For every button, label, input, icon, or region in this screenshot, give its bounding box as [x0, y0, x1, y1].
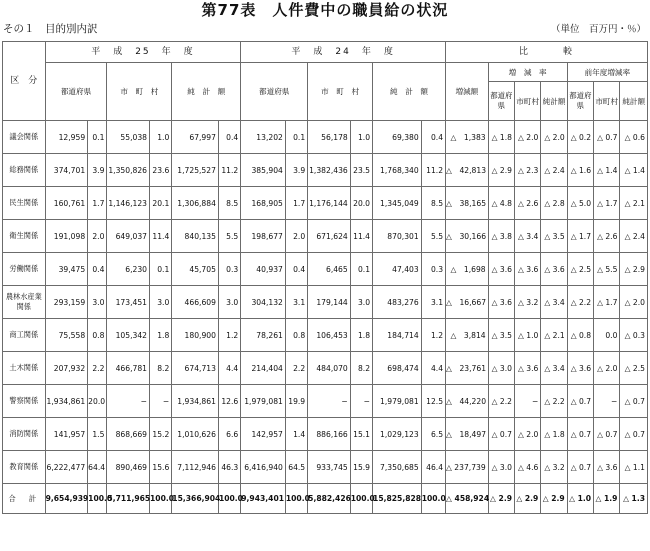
table-cell: −: [308, 385, 351, 418]
table-cell: △ 3.2: [541, 451, 567, 484]
category-header: 区 分: [3, 42, 46, 121]
table-cell: △ 2.0: [541, 121, 567, 154]
table-cell: △ 2.0: [620, 286, 648, 319]
table-cell: 1,382,436: [308, 154, 351, 187]
table-cell: △ 2.9: [488, 154, 514, 187]
row-category: 総務関係: [3, 154, 46, 187]
table-cell: 5,711,965: [107, 484, 150, 514]
h25-group-header: 平 成 25 年 度: [45, 42, 241, 63]
table-cell: 7,112,946: [172, 451, 219, 484]
table-cell: △ 0.7: [488, 418, 514, 451]
table-cell: 78,261: [241, 319, 286, 352]
table-cell: 1,768,340: [373, 154, 422, 187]
table-cell: 671,624: [308, 220, 351, 253]
table-cell: △ 458,924: [446, 484, 489, 514]
h25-pref-header: 都道府県: [45, 63, 107, 121]
table-cell: 39,475: [45, 253, 88, 286]
row-category: 民生関係: [3, 187, 46, 220]
table-cell: 20.0: [88, 385, 107, 418]
table-cell: 20.0: [350, 187, 372, 220]
table-cell: △ 2.0: [514, 418, 540, 451]
row-category: 衛生関係: [3, 220, 46, 253]
table-cell: 75,558: [45, 319, 88, 352]
row-category: 商工関係: [3, 319, 46, 352]
table-cell: △ 42,813: [446, 154, 489, 187]
table-cell: 5.5: [421, 220, 445, 253]
table-cell: 64.4: [88, 451, 107, 484]
table-cell: 45,705: [172, 253, 219, 286]
table-cell: 1,306,884: [172, 187, 219, 220]
h24-muni-header: 市 町 村: [308, 63, 373, 121]
table-cell: △ 2.9: [620, 253, 648, 286]
table-cell: 11.4: [150, 220, 172, 253]
table-cell: 0.1: [88, 121, 107, 154]
table-cell: 13,202: [241, 121, 286, 154]
table-cell: 9,943,401: [241, 484, 286, 514]
table-cell: 1.8: [350, 319, 372, 352]
table-cell: △ 2.4: [541, 154, 567, 187]
table-cell: 64.5: [285, 451, 307, 484]
table-cell: 466,781: [107, 352, 150, 385]
table-cell: 293,159: [45, 286, 88, 319]
table-cell: 100.0: [88, 484, 107, 514]
table-cell: △ 5.0: [567, 187, 593, 220]
h24-net-header: 純 計 額: [373, 63, 446, 121]
table-cell: 1,934,861: [172, 385, 219, 418]
table-cell: △ 0.7: [567, 418, 593, 451]
table-cell: 214,404: [241, 352, 286, 385]
table-row: [3, 385, 648, 418]
table-cell: 11.2: [218, 154, 240, 187]
row-category: 労働関係: [3, 253, 46, 286]
table-cell: 3.0: [350, 286, 372, 319]
table-cell: △ 2.8: [541, 187, 567, 220]
table-cell: 9,654,939: [45, 484, 88, 514]
table-cell: −: [107, 385, 150, 418]
table-cell: 15.9: [350, 451, 372, 484]
table-cell: △ 3,814: [446, 319, 489, 352]
table-subtitle: その１ 目的別内訳: [3, 23, 98, 35]
table-cell: △ 2.5: [620, 352, 648, 385]
table-cell: 15,366,904: [172, 484, 219, 514]
table-cell: 304,132: [241, 286, 286, 319]
table-cell: 12.6: [218, 385, 240, 418]
table-cell: 105,342: [107, 319, 150, 352]
table-cell: △ 0.7: [620, 418, 648, 451]
table-row: [3, 451, 648, 484]
table-cell: 385,904: [241, 154, 286, 187]
table-cell: 6,222,477: [45, 451, 88, 484]
table-cell: 19.9: [285, 385, 307, 418]
table-cell: △ 1.8: [488, 121, 514, 154]
table-cell: 100.0: [150, 484, 172, 514]
table-cell: △ 3.6: [541, 253, 567, 286]
table-cell: △ 2.6: [594, 220, 620, 253]
table-cell: 23.5: [350, 154, 372, 187]
table-cell: △ 2.6: [514, 187, 540, 220]
table-cell: △ 4.6: [514, 451, 540, 484]
table-cell: △ 3.0: [488, 352, 514, 385]
table-row: [3, 484, 648, 514]
table-cell: 100.0: [421, 484, 445, 514]
table-cell: 1.7: [285, 187, 307, 220]
table-cell: △ 3.5: [488, 319, 514, 352]
table-cell: 3.9: [88, 154, 107, 187]
table-cell: 0.1: [350, 253, 372, 286]
rate-muni-header: 市町村: [514, 82, 540, 121]
table-cell: 484,070: [308, 352, 351, 385]
table-cell: 207,932: [45, 352, 88, 385]
h25-muni-header: 市 町 村: [107, 63, 172, 121]
table-cell: 11.4: [350, 220, 372, 253]
table-cell: 698,474: [373, 352, 422, 385]
table-cell: 1.2: [421, 319, 445, 352]
table-cell: 6.5: [421, 418, 445, 451]
table-cell: 23.6: [150, 154, 172, 187]
table-cell: △ 1,698: [446, 253, 489, 286]
table-cell: 191,098: [45, 220, 88, 253]
table-cell: △ 2.9: [541, 484, 567, 514]
row-category: 消防関係: [3, 418, 46, 451]
table-cell: 1.7: [88, 187, 107, 220]
table-cell: −: [150, 385, 172, 418]
table-cell: 11.2: [421, 154, 445, 187]
table-cell: 3.0: [88, 286, 107, 319]
salary-table: [2, 41, 648, 514]
table-cell: 0.4: [285, 253, 307, 286]
table-cell: △ 1.7: [567, 220, 593, 253]
table-cell: 3.0: [150, 286, 172, 319]
table-cell: △ 30,166: [446, 220, 489, 253]
table-cell: △ 0.7: [567, 385, 593, 418]
table-cell: △ 1.0: [567, 484, 593, 514]
table-cell: 2.2: [88, 352, 107, 385]
table-cell: 4.4: [421, 352, 445, 385]
table-cell: 100.0: [285, 484, 307, 514]
table-cell: 0.8: [88, 319, 107, 352]
table-cell: △ 2.5: [567, 253, 593, 286]
table-cell: 15.2: [150, 418, 172, 451]
table-cell: △ 1.4: [594, 154, 620, 187]
prev-rate-net-header: 純計額: [620, 82, 648, 121]
table-cell: 374,701: [45, 154, 88, 187]
table-cell: 0.1: [150, 253, 172, 286]
table-cell: △ 0.7: [620, 385, 648, 418]
table-cell: 141,957: [45, 418, 88, 451]
table-cell: △ 44,220: [446, 385, 489, 418]
table-cell: △ 1.1: [620, 451, 648, 484]
table-cell: 1,934,861: [45, 385, 88, 418]
h24-pref-header: 都道府県: [241, 63, 308, 121]
table-cell: 1.2: [218, 319, 240, 352]
table-cell: 198,677: [241, 220, 286, 253]
table-cell: 1,010,626: [172, 418, 219, 451]
table-cell: △ 1.3: [620, 484, 648, 514]
table-cell: 4.4: [218, 352, 240, 385]
table-cell: △ 2.0: [594, 352, 620, 385]
table-cell: 179,144: [308, 286, 351, 319]
table-cell: △ 3.6: [488, 253, 514, 286]
row-category: 農林水産業関係: [3, 286, 46, 319]
table-cell: 0.0: [594, 319, 620, 352]
table-cell: △ 1.4: [620, 154, 648, 187]
row-category: 土木関係: [3, 352, 46, 385]
table-cell: △ 1.6: [567, 154, 593, 187]
table-cell: 1,176,144: [308, 187, 351, 220]
table-cell: △ 2.9: [514, 484, 540, 514]
table-cell: 160,761: [45, 187, 88, 220]
table-cell: 184,714: [373, 319, 422, 352]
table-cell: 0.3: [218, 253, 240, 286]
table-cell: △ 3.4: [541, 286, 567, 319]
table-cell: 2.0: [88, 220, 107, 253]
table-cell: 173,451: [107, 286, 150, 319]
table-cell: 12.5: [421, 385, 445, 418]
table-cell: △ 3.6: [514, 253, 540, 286]
rate-net-header: 純計額: [541, 82, 567, 121]
table-cell: △ 4.8: [488, 187, 514, 220]
table-cell: △ 2.1: [620, 187, 648, 220]
table-cell: △ 2.4: [620, 220, 648, 253]
table-cell: 483,276: [373, 286, 422, 319]
table-cell: 2.0: [285, 220, 307, 253]
table-cell: △ 2.9: [488, 484, 514, 514]
table-cell: 15,825,828: [373, 484, 422, 514]
table-cell: △ 0.7: [567, 451, 593, 484]
table-cell: 870,301: [373, 220, 422, 253]
table-row: [3, 220, 648, 253]
prev-rate-header: 前年度増減率: [567, 63, 647, 82]
unit-note: （単位 百万円・％）: [550, 24, 646, 35]
table-cell: 0.4: [88, 253, 107, 286]
table-cell: △ 5.5: [594, 253, 620, 286]
table-cell: △ 3.2: [514, 286, 540, 319]
table-row: [3, 121, 648, 154]
table-cell: 6,465: [308, 253, 351, 286]
table-row: [3, 187, 648, 220]
table-cell: 7,350,685: [373, 451, 422, 484]
table-cell: 8.5: [218, 187, 240, 220]
diff-header: 増減額: [446, 63, 489, 121]
table-cell: 1,146,123: [107, 187, 150, 220]
table-cell: 20.1: [150, 187, 172, 220]
table-row: [3, 154, 648, 187]
table-cell: △ 3.8: [488, 220, 514, 253]
table-cell: −: [350, 385, 372, 418]
table-cell: △ 3.5: [541, 220, 567, 253]
h24-group-header: 平 成 24 年 度: [241, 42, 446, 63]
table-cell: 55,038: [107, 121, 150, 154]
table-cell: 3.9: [285, 154, 307, 187]
table-cell: −: [514, 385, 540, 418]
table-cell: 6,416,940: [241, 451, 286, 484]
table-cell: 0.8: [285, 319, 307, 352]
prev-rate-pref-header: 都道府県: [567, 82, 593, 121]
table-cell: 100.0: [218, 484, 240, 514]
table-cell: 180,900: [172, 319, 219, 352]
table-cell: 1,725,527: [172, 154, 219, 187]
table-cell: △ 16,667: [446, 286, 489, 319]
table-cell: 0.1: [285, 121, 307, 154]
table-cell: 8.2: [350, 352, 372, 385]
table-cell: △ 3.6: [594, 451, 620, 484]
table-cell: 1.5: [88, 418, 107, 451]
table-cell: 3.1: [421, 286, 445, 319]
table-cell: △ 237,739: [446, 451, 489, 484]
table-cell: 5,882,426: [308, 484, 351, 514]
table-cell: 8.2: [150, 352, 172, 385]
table-cell: 840,135: [172, 220, 219, 253]
row-category: 教育関係: [3, 451, 46, 484]
table-cell: 12,959: [45, 121, 88, 154]
h25-net-header: 純 計 額: [172, 63, 241, 121]
rate-header: 増 減 率: [488, 63, 567, 82]
table-cell: 46.3: [218, 451, 240, 484]
table-cell: △ 18,497: [446, 418, 489, 451]
row-category: 議会関係: [3, 121, 46, 154]
table-cell: △ 0.8: [567, 319, 593, 352]
table-cell: △ 1.7: [594, 187, 620, 220]
table-cell: 1,979,081: [241, 385, 286, 418]
table-cell: −: [594, 385, 620, 418]
table-cell: 8.5: [421, 187, 445, 220]
table-cell: 1.0: [150, 121, 172, 154]
table-cell: △ 0.7: [594, 418, 620, 451]
table-cell: 106,453: [308, 319, 351, 352]
row-category: 合 計: [3, 484, 46, 514]
table-cell: △ 2.2: [567, 286, 593, 319]
table-cell: 674,713: [172, 352, 219, 385]
table-cell: △ 3.6: [488, 286, 514, 319]
rate-pref-header: 都道府県: [488, 82, 514, 121]
table-cell: △ 3.6: [514, 352, 540, 385]
table-row: [3, 352, 648, 385]
table-row: [3, 319, 648, 352]
compare-group-header: 比 較: [446, 42, 648, 63]
table-cell: 40,937: [241, 253, 286, 286]
table-cell: △ 1.8: [541, 418, 567, 451]
table-cell: 56,178: [308, 121, 351, 154]
table-cell: 100.0: [350, 484, 372, 514]
table-cell: 868,669: [107, 418, 150, 451]
table-cell: 649,037: [107, 220, 150, 253]
table-cell: 1,029,123: [373, 418, 422, 451]
table-cell: △ 0.2: [567, 121, 593, 154]
table-cell: △ 0.6: [620, 121, 648, 154]
table-cell: △ 2.1: [541, 319, 567, 352]
table-cell: 3.0: [218, 286, 240, 319]
table-cell: 886,166: [308, 418, 351, 451]
table-cell: △ 1,383: [446, 121, 489, 154]
table-cell: 0.3: [421, 253, 445, 286]
table-cell: 2.2: [285, 352, 307, 385]
table-cell: 1,979,081: [373, 385, 422, 418]
table-cell: 1.4: [285, 418, 307, 451]
table-cell: △ 2.2: [541, 385, 567, 418]
table-cell: △ 2.2: [488, 385, 514, 418]
table-cell: △ 3.0: [488, 451, 514, 484]
table-cell: △ 2.3: [514, 154, 540, 187]
table-cell: 15.6: [150, 451, 172, 484]
table-cell: △ 1.7: [594, 286, 620, 319]
table-cell: 1,345,049: [373, 187, 422, 220]
table-cell: 3.1: [285, 286, 307, 319]
table-cell: △ 1.0: [514, 319, 540, 352]
table-cell: △ 1.9: [594, 484, 620, 514]
table-cell: 933,745: [308, 451, 351, 484]
table-cell: 5.5: [218, 220, 240, 253]
prev-rate-muni-header: 市町村: [594, 82, 620, 121]
table-cell: 1.8: [150, 319, 172, 352]
table-row: [3, 286, 648, 319]
table-cell: 67,997: [172, 121, 219, 154]
table-cell: △ 0.3: [620, 319, 648, 352]
table-cell: △ 38,165: [446, 187, 489, 220]
table-cell: 890,469: [107, 451, 150, 484]
table-row: [3, 418, 648, 451]
row-category: 警察関係: [3, 385, 46, 418]
table-cell: △ 3.4: [541, 352, 567, 385]
table-cell: 6.6: [218, 418, 240, 451]
table-cell: 0.4: [218, 121, 240, 154]
table-cell: 15.1: [350, 418, 372, 451]
table-cell: 1.0: [350, 121, 372, 154]
table-cell: 0.4: [421, 121, 445, 154]
table-cell: 6,230: [107, 253, 150, 286]
table-cell: 69,380: [373, 121, 422, 154]
table-row: [3, 253, 648, 286]
table-cell: 168,905: [241, 187, 286, 220]
table-cell: △ 0.7: [594, 121, 620, 154]
table-cell: 142,957: [241, 418, 286, 451]
table-cell: 46.4: [421, 451, 445, 484]
table-cell: 47,403: [373, 253, 422, 286]
table-cell: △ 2.0: [514, 121, 540, 154]
table-cell: △ 23,761: [446, 352, 489, 385]
table-cell: △ 3.4: [514, 220, 540, 253]
table-cell: 1,350,826: [107, 154, 150, 187]
table-cell: 466,609: [172, 286, 219, 319]
page-title: 第77表 人件費中の職員給の状況: [201, 1, 449, 19]
table-cell: △ 3.6: [567, 352, 593, 385]
